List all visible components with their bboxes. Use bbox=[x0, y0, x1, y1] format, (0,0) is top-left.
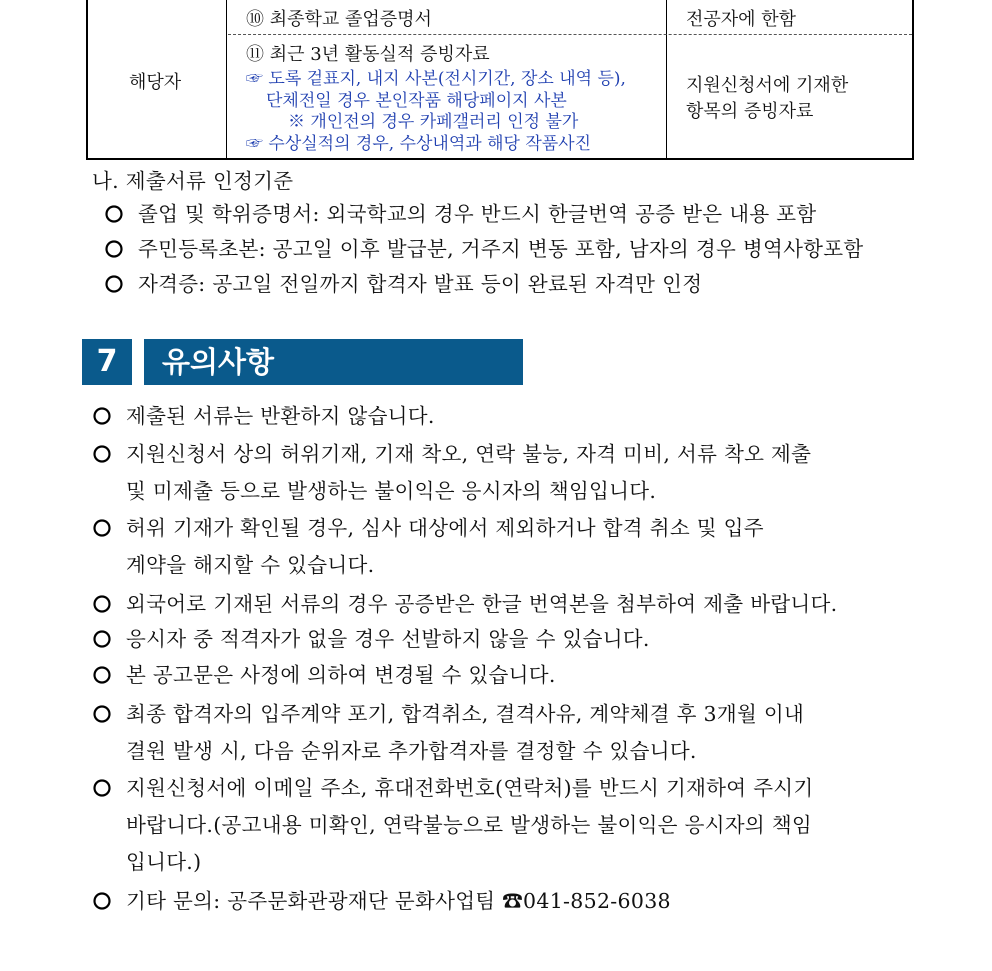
column-divider bbox=[666, 0, 667, 158]
circle-bullet-icon bbox=[92, 704, 112, 724]
circle-bullet-icon bbox=[104, 239, 124, 259]
circle-bullet-icon bbox=[92, 518, 112, 538]
column-divider bbox=[226, 0, 227, 158]
notice-item bbox=[92, 771, 814, 801]
notice-continuation: 및 미제출 등으로 발생하는 불이익은 응시자의 책임입니다. bbox=[126, 479, 657, 503]
criteria-item bbox=[104, 232, 863, 262]
note-application-line1: 지원신청서에 기재한 bbox=[686, 75, 849, 96]
notice-item bbox=[92, 399, 435, 429]
circle-bullet-icon bbox=[92, 629, 112, 649]
circle-bullet-icon bbox=[92, 891, 112, 911]
contact-info: 기타 문의: 공주문화관광재단 문화사업팀 ☎041-852-6038 bbox=[126, 889, 671, 913]
section-number: 7 bbox=[82, 339, 132, 385]
notice-text: 본 공고문은 사정에 의하여 변경될 수 있습니다. bbox=[126, 663, 556, 687]
notice-text: 제출된 서류는 반환하지 않습니다. bbox=[126, 404, 435, 428]
item-activity-evidence: ⑪ 최근 3년 활동실적 증빙자료 bbox=[246, 44, 490, 65]
notice-item bbox=[92, 622, 650, 652]
notice-item bbox=[92, 587, 837, 617]
circle-bullet-icon bbox=[92, 778, 112, 798]
circle-bullet-icon bbox=[92, 665, 112, 685]
notice-item bbox=[92, 437, 811, 467]
circle-bullet-icon bbox=[104, 204, 124, 224]
section-title: 유의사항 bbox=[144, 339, 523, 385]
notice-text: 허위 기재가 확인될 경우, 심사 대상에서 제외하거나 합격 취소 및 입주 bbox=[126, 516, 764, 540]
notice-continuation: 바랍니다.(공고내용 미확인, 연락불능으로 발생하는 불이익은 응시자의 책임 bbox=[126, 813, 813, 837]
criteria-heading: 나. 제출서류 인정기준 bbox=[92, 169, 294, 193]
circle-bullet-icon bbox=[92, 594, 112, 614]
sub-catalog-copy: ☞ 도록 겉표지, 내지 사본(전시기간, 장소 내역 등), bbox=[246, 69, 626, 89]
notice-text: 외국어로 기재된 서류의 경우 공증받은 한글 번역본을 첨부하여 제출 바랍니다. bbox=[126, 592, 838, 616]
notice-item bbox=[92, 658, 556, 688]
row-divider bbox=[228, 34, 912, 35]
circle-bullet-icon bbox=[92, 406, 112, 426]
row-header-applicant: 해당자 bbox=[129, 72, 182, 93]
criteria-item bbox=[104, 197, 816, 227]
circle-bullet-icon bbox=[92, 444, 112, 464]
sub-award-record: ☞ 수상실적의 경우, 수상내역과 해당 작품사진 bbox=[246, 134, 592, 154]
notice-text: 최종 합격자의 입주계약 포기, 합격취소, 결격사유, 계약체결 후 3개월 이내 bbox=[126, 702, 805, 726]
criteria-text: 졸업 및 학위증명서: 외국학교의 경우 반드시 한글번역 공증 받은 내용 포함 bbox=[138, 202, 817, 226]
notice-continuation: 결원 발생 시, 다음 순위자로 추가합격자를 결정할 수 있습니다. bbox=[126, 739, 697, 763]
notice-continuation: 계약을 해지할 수 있습니다. bbox=[126, 553, 375, 577]
notice-text: 지원신청서 상의 허위기재, 기재 착오, 연락 불능, 자격 미비, 서류 착오 제출 bbox=[126, 442, 812, 466]
note-application-line2: 항목의 증빙자료 bbox=[686, 101, 814, 122]
notice-text: 지원신청서에 이메일 주소, 휴대전화번호(연락처)를 반드시 기재하여 주시기 bbox=[126, 776, 814, 800]
note-major-only: 전공자에 한함 bbox=[686, 9, 797, 30]
documents-table bbox=[86, 0, 914, 160]
notice-item bbox=[92, 511, 764, 541]
circle-bullet-icon bbox=[104, 274, 124, 294]
notice-text: 응시자 중 적격자가 없을 경우 선발하지 않을 수 있습니다. bbox=[126, 627, 650, 651]
notice-item bbox=[92, 884, 671, 914]
item-graduation-cert: ⑩ 최종학교 졸업증명서 bbox=[246, 9, 432, 30]
notice-continuation: 입니다.) bbox=[126, 850, 202, 874]
criteria-text: 주민등록초본: 공고일 이후 발급분, 거주지 변동 포함, 남자의 경우 병역사항포함 bbox=[138, 237, 864, 261]
notice-item bbox=[92, 697, 804, 727]
criteria-text: 자격증: 공고일 전일까지 합격자 발표 등이 완료된 자격만 인정 bbox=[138, 272, 703, 296]
sub-cafe-gallery-note: ※ 개인전의 경우 카페갤러리 인정 불가 bbox=[288, 112, 579, 132]
criteria-item bbox=[104, 267, 702, 297]
sub-group-exhibition: 단체전일 경우 본인작품 해당페이지 사본 bbox=[266, 91, 567, 111]
